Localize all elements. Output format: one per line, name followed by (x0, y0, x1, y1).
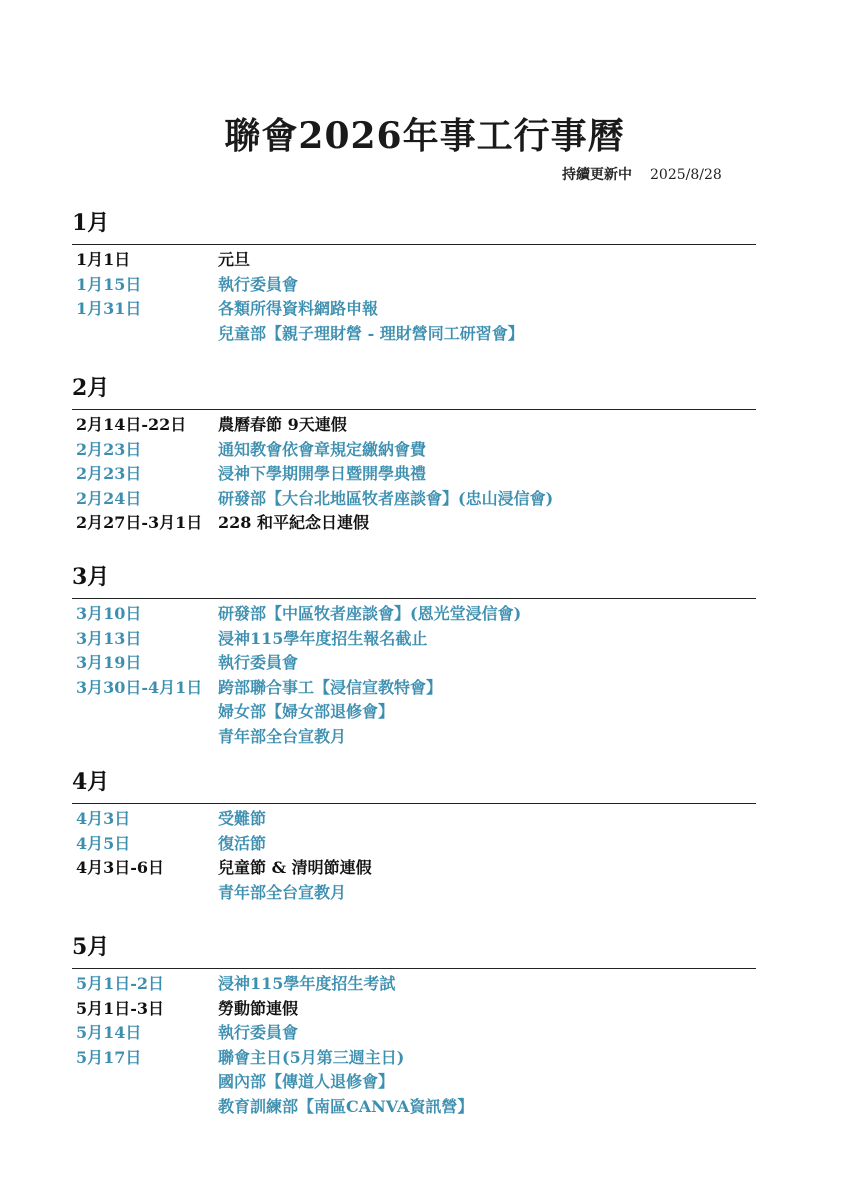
month-divider (72, 803, 756, 804)
event-date: 3月13日 (76, 628, 142, 648)
month-section (72, 206, 756, 346)
event-row (72, 511, 756, 536)
month-divider (72, 598, 756, 599)
event-name: 浸神115學年度招生考試 (218, 974, 396, 993)
event-name: 228 和平紀念日連假 (218, 513, 369, 532)
event-name: 執行委員會 (218, 1023, 299, 1042)
event-name: 青年部全台宣教月 (218, 882, 347, 902)
month-section (72, 560, 756, 749)
event-name: 元旦 (218, 250, 251, 269)
event-name: 兒童部【親子理財營 - 理財營同工研習會】 (218, 323, 524, 343)
event-name: 執行委員會 (218, 653, 299, 672)
event-date: 3月10日 (76, 604, 142, 623)
event-row (72, 297, 756, 322)
event-row (72, 248, 756, 273)
event-name: 聯會主日(5月第三週主日) (218, 1047, 405, 1067)
month-section (72, 765, 756, 905)
event-row (72, 651, 756, 676)
month-heading: 3月 (72, 564, 110, 590)
event-row (72, 413, 756, 438)
event-row (72, 881, 756, 906)
event-row (72, 1095, 756, 1120)
event-date: 3月30日-4月1日 (76, 677, 203, 697)
event-row (72, 438, 756, 463)
month-heading: 1月 (72, 210, 110, 236)
event-name: 復活節 (218, 833, 267, 853)
event-date: 3月19日 (76, 653, 142, 672)
event-name: 通知教會依會章規定繳納會費 (218, 439, 427, 459)
month-heading: 4月 (72, 769, 110, 795)
event-row (72, 462, 756, 487)
event-date: 4月3日-6日 (76, 858, 165, 877)
event-name: 浸神下學期開學日暨開學典禮 (218, 464, 427, 483)
event-row (72, 273, 756, 298)
event-row (72, 807, 756, 832)
page-title: 聯會2026年事工行事曆 (224, 115, 625, 157)
event-date: 1月1日 (76, 250, 131, 269)
event-name: 教育訓練部【南區CANVA資訊營】 (218, 1096, 474, 1116)
month-heading: 2月 (72, 375, 110, 401)
month-divider (72, 409, 756, 410)
event-row (72, 856, 756, 881)
event-date: 5月1日-2日 (76, 974, 165, 993)
event-date: 2月24日 (76, 488, 142, 508)
event-date: 1月31日 (76, 299, 142, 318)
event-row (72, 1021, 756, 1046)
event-name: 跨部聯合事工【浸信宣教特會】 (218, 677, 443, 697)
event-name: 婦女部【婦女部退修會】 (218, 702, 395, 721)
event-row (72, 627, 756, 652)
event-row (72, 487, 756, 512)
event-name: 國內部【傳道人退修會】 (218, 1072, 395, 1091)
event-row (72, 602, 756, 627)
event-row (72, 700, 756, 725)
event-name: 執行委員會 (218, 274, 299, 294)
event-name: 受難節 (218, 809, 267, 828)
event-row (72, 676, 756, 701)
event-name: 各類所得資料網路申報 (218, 299, 379, 318)
month-divider (72, 968, 756, 969)
update-status-label: 持續更新中 (562, 167, 632, 183)
event-row (72, 725, 756, 750)
month-section (72, 930, 756, 1119)
event-row (72, 1046, 756, 1071)
month-divider (72, 244, 756, 245)
event-row (72, 972, 756, 997)
event-date: 2月14日-22日 (76, 415, 187, 434)
event-name: 浸神115學年度招生報名截止 (218, 628, 428, 648)
event-date: 5月1日-3日 (76, 998, 165, 1018)
event-date: 1月15日 (76, 274, 142, 294)
event-date: 4月5日 (76, 833, 131, 853)
event-row (72, 1070, 756, 1095)
event-name: 研發部【中區牧者座談會】(恩光堂浸信會) (218, 604, 522, 623)
month-heading: 5月 (72, 934, 110, 960)
event-row (72, 832, 756, 857)
event-name: 兒童節 & 清明節連假 (218, 858, 372, 877)
update-status (562, 164, 722, 184)
event-name: 青年部全台宣教月 (218, 726, 347, 746)
event-date: 2月23日 (76, 464, 142, 483)
event-date: 4月3日 (76, 809, 131, 828)
event-date: 2月27日-3月1日 (76, 513, 203, 532)
update-date: 2025/8/28 (650, 167, 722, 183)
event-date: 5月14日 (76, 1023, 142, 1042)
event-row (72, 997, 756, 1022)
event-name: 勞動節連假 (218, 998, 299, 1018)
event-row (72, 322, 756, 347)
event-name: 農曆春節 9天連假 (218, 415, 347, 434)
month-section (72, 371, 756, 536)
event-name: 研發部【大台北地區牧者座談會】(忠山浸信會) (218, 488, 554, 508)
event-date: 2月23日 (76, 439, 142, 459)
event-date: 5月17日 (76, 1047, 142, 1067)
